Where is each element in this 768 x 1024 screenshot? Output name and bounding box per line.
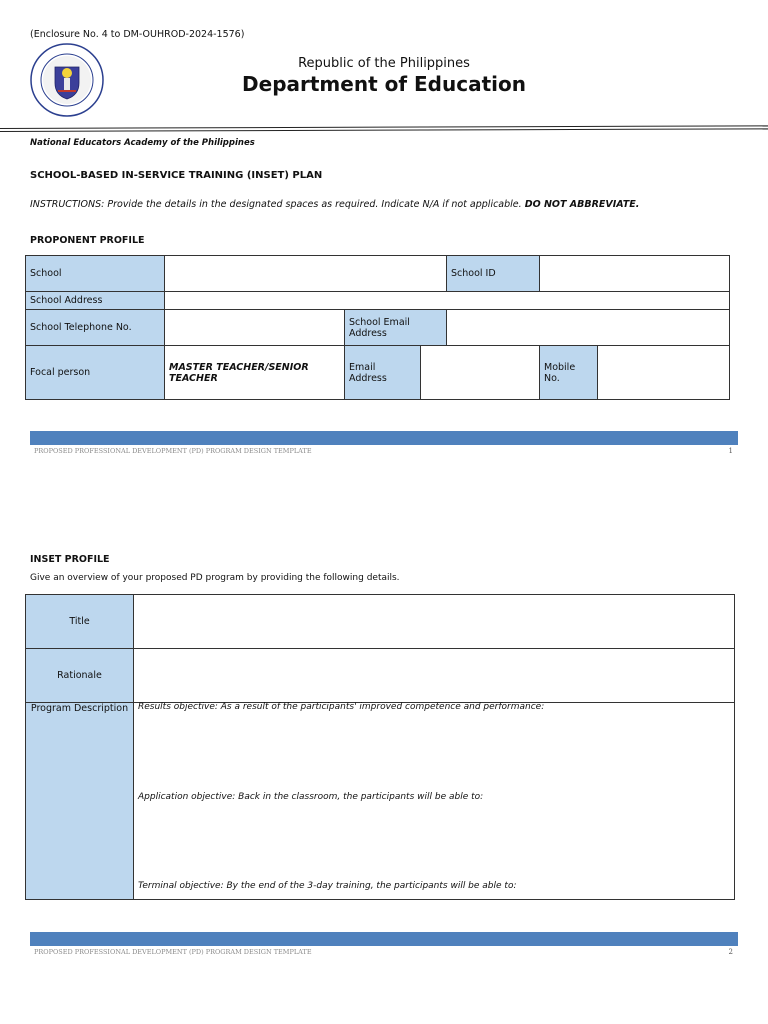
school-address-field[interactable] [165, 292, 730, 310]
school-email-label: School Email Address [345, 310, 447, 346]
program-description-label: Program Description [26, 703, 134, 900]
email-address-field[interactable] [421, 346, 540, 400]
header-rule [0, 128, 768, 132]
document-title: SCHOOL-BASED IN-SERVICE TRAINING (INSET) PLAN [30, 170, 323, 181]
school-field[interactable] [165, 256, 447, 292]
enclosure-note: (Enclosure No. 4 to DM-OUHROD-2024-1576) [30, 29, 245, 40]
program-description-field[interactable] [134, 703, 735, 900]
instructions-emphasis: DO NOT ABBREVIATE. [524, 199, 640, 210]
page-number: 2 [728, 948, 733, 956]
proponent-profile-heading: PROPONENT PROFILE [30, 235, 145, 246]
footer-text: PROPOSED PROFESSIONAL DEVELOPMENT (PD) PROGRAM DESIGN TEMPLATE [34, 447, 312, 455]
school-id-field[interactable] [540, 256, 730, 292]
title-field[interactable] [134, 595, 735, 649]
school-id-label: School ID [447, 256, 540, 292]
mobile-number-label: Mobile No. [540, 346, 598, 400]
mobile-number-field[interactable] [598, 346, 730, 400]
inset-profile-heading: INSET PROFILE [30, 554, 110, 565]
title-label: Title [26, 595, 134, 649]
school-label: School [26, 256, 165, 292]
results-objective: Results objective: As a result of the participants' improved competence and performance: [138, 702, 545, 712]
application-objective: Application objective: Back in the classroom, the participants will be able to: [138, 792, 484, 802]
inset-profile-table [25, 594, 735, 900]
rationale-field[interactable] [134, 649, 735, 703]
instructions [30, 199, 639, 210]
school-email-field[interactable] [447, 310, 730, 346]
department-heading: Department of Education [242, 72, 526, 96]
focal-person-label: Focal person [26, 346, 165, 400]
email-address-label: Email Address [345, 346, 421, 400]
footer-text: PROPOSED PROFESSIONAL DEVELOPMENT (PD) PROGRAM DESIGN TEMPLATE [34, 948, 312, 956]
instructions-text: INSTRUCTIONS: Provide the details in the designated spaces as required. Indicate N/A if not applicable. [30, 199, 522, 210]
page-number: 1 [728, 447, 733, 455]
academy-name: National Educators Academy of the Philippines [30, 138, 255, 148]
footer-bar [30, 431, 738, 445]
focal-person-value[interactable]: MASTER TEACHER/SENIOR TEACHER [165, 346, 345, 400]
proponent-profile-table [25, 255, 730, 400]
rationale-label: Rationale [26, 649, 134, 703]
terminal-objective: Terminal objective: By the end of the 3-day training, the participants will be able to: [138, 881, 517, 891]
school-address-label: School Address [26, 292, 165, 310]
school-telephone-label: School Telephone No. [26, 310, 165, 346]
footer-bar [30, 932, 738, 946]
school-telephone-field[interactable] [165, 310, 345, 346]
inset-profile-intro: Give an overview of your proposed PD program by providing the following details. [30, 573, 400, 583]
republic-heading: Republic of the Philippines [298, 56, 470, 71]
